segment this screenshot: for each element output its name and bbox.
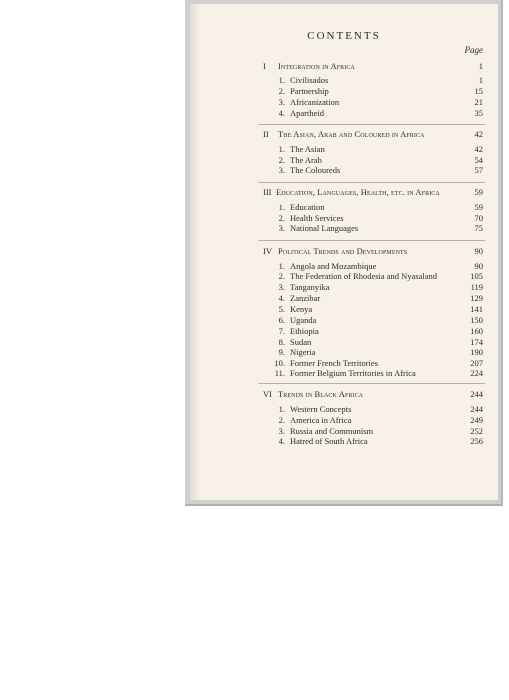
entry-number: 7. [278,326,285,336]
entry-title: Civilisados [290,75,329,85]
entry-page: 174 [470,337,483,347]
entry-title: Partnership [290,86,329,96]
entry-page: 21 [474,97,483,107]
entry-number: 1. [278,404,285,414]
toc-chapter [0,186,509,198]
toc-chapter [0,60,509,72]
entry-page: 1 [478,75,483,85]
entry-title: National Languages [290,223,359,233]
contents-heading: CONTENTS [307,30,381,42]
entry-number: 8. [278,337,285,347]
entry-number: 9. [278,347,285,357]
section-divider [258,124,485,125]
entry-number: 2. [278,155,285,165]
toc-chapter [0,388,509,400]
entry-number: 4. [278,436,285,446]
entry-number: 5. [278,304,285,314]
entry-title: The Federation of Rhodesia and Nyasaland [290,271,438,281]
entry-page: 35 [474,108,483,118]
entry-title: Kenya [290,304,313,314]
entry-page: 244 [470,404,483,414]
chapter-page: 90 [474,246,483,256]
entry-number: 11. [274,368,285,378]
entry-number: 2. [278,271,285,281]
entry-page: 207 [470,358,483,368]
entry-title: Ethiopia [290,326,319,336]
entry-number: 2. [278,415,285,425]
entry-title: Former Belgium Territories in Africa [290,368,416,378]
entry-title: Russia and Communism [290,426,374,436]
entry-title: America in Africa [290,415,352,425]
entry-title: Sudan [290,337,312,347]
entry-number: 3. [278,97,285,107]
entry-title: Former French Territories [290,358,379,368]
chapter-page: 1 [478,61,483,71]
entry-title: Tanganyika [290,282,330,292]
entry-title: Hatred of South Africa [290,436,368,446]
chapter-page: 244 [470,389,483,399]
section-divider [258,240,485,241]
chapter-title: Political Trends and Developments [278,246,408,256]
chapter-page: 42 [474,129,483,139]
entry-title: Uganda [290,315,317,325]
entry-number: 1. [278,75,285,85]
entry-number: 3. [278,426,285,436]
entry-title: Zanzibar [290,293,321,303]
entry-title: Nigeria [290,347,316,357]
entry-page: 252 [470,426,483,436]
entry-page: 75 [474,223,483,233]
toc-entry [0,107,509,119]
entry-number: 4. [278,108,285,118]
toc-chapter [0,128,509,140]
entry-page: 190 [470,347,483,357]
entry-page: 150 [470,315,483,325]
entry-number: 3. [278,282,285,292]
entry-number: 1. [278,202,285,212]
chapter-title: The Asian, Arab and Coloured in Africa [278,129,425,139]
entry-title: The Arab [290,155,322,165]
entry-number: 3. [278,165,285,175]
entry-title: Apartheid [290,108,324,118]
section-divider [258,182,485,183]
toc-entry [0,222,509,234]
entry-page: 256 [470,436,483,446]
entry-number: 3. [278,223,285,233]
toc-entry [0,367,509,379]
chapter-number: IV [263,246,272,256]
section-divider [258,383,485,384]
entry-page: 70 [474,213,483,223]
chapter-title: Integration in Africa [278,61,355,71]
entry-title: The Coloureds [290,165,341,175]
entry-page: 90 [474,261,483,271]
entry-page: 119 [470,282,483,292]
chapter-number: II [263,129,269,139]
chapter-title: Education, Languages, Health, etc. in Africa [276,187,440,197]
entry-page: 15 [474,86,483,96]
entry-title: Angola and Mozambique [290,261,377,271]
chapter-page: 59 [474,187,483,197]
entry-page: 249 [470,415,483,425]
entry-page: 224 [470,368,483,378]
entry-number: 10. [274,358,285,368]
chapter-title: Trends in Black Africa [278,389,364,399]
toc-chapter [0,245,509,257]
entry-page: 105 [470,271,483,281]
entry-title: Education [290,202,325,212]
chapter-number: III [263,187,272,197]
entry-title: Africanization [290,97,340,107]
entry-page: 129 [470,293,483,303]
entry-page: 57 [474,165,483,175]
entry-title: The Asian [290,144,325,154]
entry-title: Health Services [290,213,344,223]
entry-number: 1. [278,261,285,271]
entry-page: 59 [474,202,483,212]
chapter-number: I [263,61,266,71]
entry-page: 160 [470,326,483,336]
entry-number: 4. [278,293,285,303]
toc-entry [0,164,509,176]
entry-page: 141 [470,304,483,314]
entry-number: 1. [278,144,285,154]
entry-title: Western Concepts [290,404,352,414]
entry-page: 54 [474,155,483,165]
page-column-label: Page [464,45,483,55]
chapter-number: VI [263,389,272,399]
entry-page: 42 [474,144,483,154]
entry-number: 2. [278,86,285,96]
toc-entry [0,435,509,447]
entry-number: 6. [278,315,285,325]
entry-number: 2. [278,213,285,223]
